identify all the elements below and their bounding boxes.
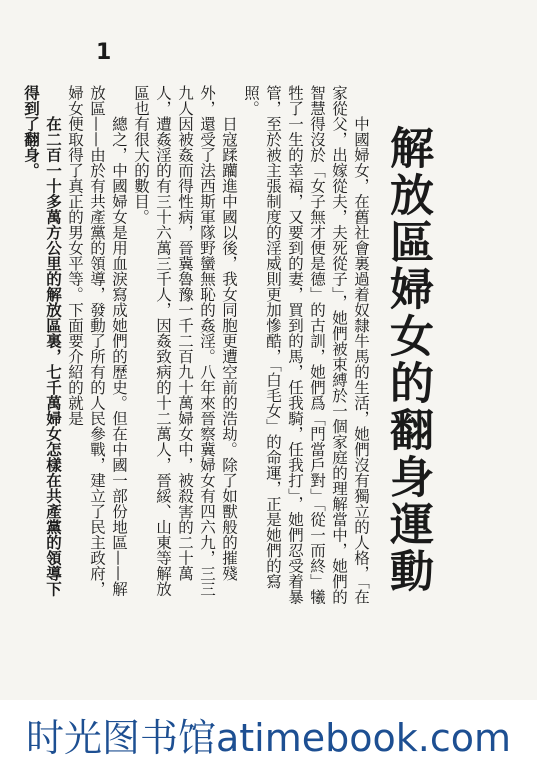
article-body — [22, 85, 372, 610]
body-paragraph: 中國婦女，在舊社會裏過着奴隸牛馬的生活，她們沒有獨立的人格，「在家從父，出嫁從夫，夫死從子」，她們被束縛於一個家庭的理解當中，她們的智慧得沒於「女子無才便是德」的古訓，她們爲「門當戶對」「從一而終」犧牲了一生的幸福，又要到的妻，買到的馬，任我騎，任我打」，她們忍受着暴管，至於被主張制度的淫威則更加慘酷，「白毛女」的命運，正是她們的寫照。 — [242, 85, 370, 605]
page-number: 1 — [96, 40, 112, 65]
body-paragraph: 日寇蹂躪進中國以後，我女同胞更遭空前的浩劫。除了如獸般的摧殘外，還受了法西斯軍隊野蠻無恥的姦淫。八年來晉察冀婦女有四六九，三三九人因被姦而得性病，晉冀魯豫一千二百九十萬婦女中，被殺害的二十萬人，遭姦淫的有三十六萬三千人，因姦致病的十二萬人，晉綏、山東等解放區也有很大的數目。 — [132, 85, 238, 597]
article-title: 解放區婦女的翻身運動 — [382, 125, 433, 595]
body-paragraph: 總之，中國婦女是用血淚寫成她們的歷史。但在中國一部份地區——解放區——由於有共產黨的領導，發動了所有的人民參戰，建立了民主政府，婦女便取得了真正的男女平等。下面要介紹的就是 — [66, 85, 128, 597]
body-paragraph: 在二百一十多萬方公里的解放區裏，七千萬婦女怎樣在共產黨的領導下得到了翻身。 — [22, 85, 63, 597]
watermark-banner: 时光图书馆atimebook.com — [0, 700, 537, 768]
